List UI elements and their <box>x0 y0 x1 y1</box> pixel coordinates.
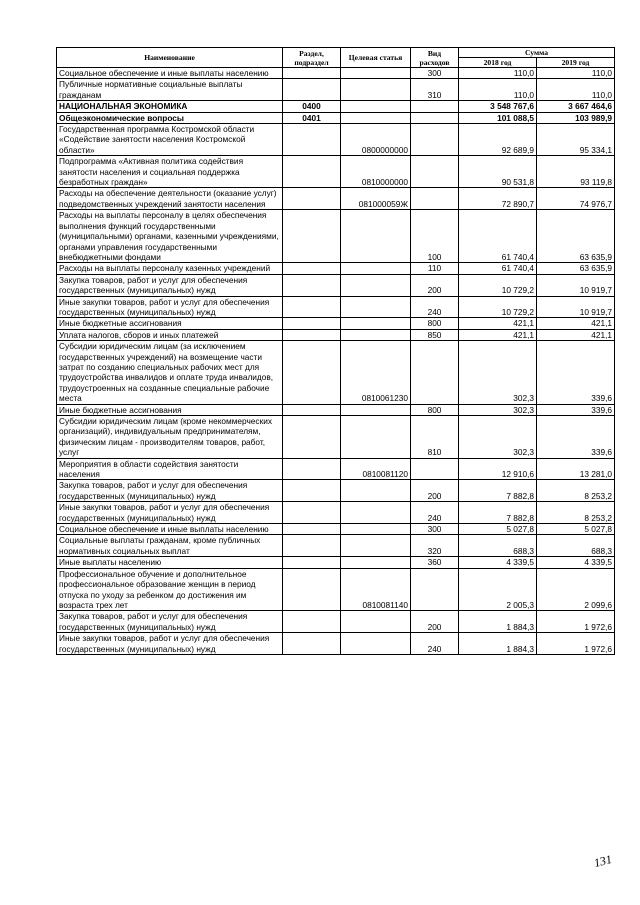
budget-table <box>56 47 615 655</box>
row-name: Закупка товаров, работ и услуг для обеспечения государственных (муниципальных) нужд <box>57 480 283 502</box>
row-name: Мероприятия в области содействия занятости населения <box>57 458 283 480</box>
row-sum-2018: 10 729,2 <box>459 296 537 318</box>
row-section <box>283 535 341 557</box>
row-sum-2019: 339,6 <box>537 341 615 404</box>
row-article <box>341 112 411 123</box>
row-type: 800 <box>411 404 459 415</box>
row-type: 300 <box>411 524 459 535</box>
row-sum-2018: 7 882,8 <box>459 480 537 502</box>
row-article <box>341 480 411 502</box>
row-section <box>283 341 341 404</box>
row-sum-2019: 10 919,7 <box>537 296 615 318</box>
row-type: 240 <box>411 502 459 524</box>
row-sum-2019: 10 919,7 <box>537 274 615 296</box>
table-row <box>57 404 615 415</box>
row-name: Подпрограмма «Активная политика содействия занятости населения и социальная поддержка безработных граждан» <box>57 156 283 188</box>
row-type <box>411 341 459 404</box>
row-name: Закупка товаров, работ и услуг для обеспечения государственных (муниципальных) нужд <box>57 611 283 633</box>
table-row <box>57 318 615 329</box>
row-sum-2018: 61 740,4 <box>459 210 537 263</box>
row-sum-2018: 3 548 767,6 <box>459 101 537 112</box>
row-name: Иные закупки товаров, работ и услуг для обеспечения государственных (муниципальных) нужд <box>57 296 283 318</box>
row-section <box>283 404 341 415</box>
row-sum-2019: 8 253,2 <box>537 502 615 524</box>
row-type: 100 <box>411 210 459 263</box>
header-2018: 2018 год <box>459 58 537 68</box>
row-article <box>341 318 411 329</box>
table-row <box>57 557 615 568</box>
row-type: 240 <box>411 296 459 318</box>
row-sum-2019: 103 989,9 <box>537 112 615 123</box>
row-type: 240 <box>411 633 459 655</box>
header-section: Раздел, подраздел <box>283 48 341 68</box>
row-article: 0810000000 <box>341 156 411 188</box>
row-type: 200 <box>411 480 459 502</box>
row-name: Расходы на обеспечение деятельности (оказание услуг) подведомственных учреждений занятости населения <box>57 188 283 210</box>
row-article <box>341 296 411 318</box>
row-type <box>411 188 459 210</box>
table-row <box>57 524 615 535</box>
row-article: 0810061230 <box>341 341 411 404</box>
table-row <box>57 263 615 274</box>
page-number: 131 <box>592 852 614 870</box>
row-section <box>283 502 341 524</box>
row-section <box>283 79 341 101</box>
row-sum-2019: 8 253,2 <box>537 480 615 502</box>
row-sum-2018: 302,3 <box>459 416 537 459</box>
row-type: 200 <box>411 611 459 633</box>
table-row <box>57 124 615 156</box>
row-type <box>411 458 459 480</box>
row-article: 0800000000 <box>341 124 411 156</box>
row-section <box>283 480 341 502</box>
row-sum-2019: 1 972,6 <box>537 611 615 633</box>
row-sum-2018: 1 884,3 <box>459 633 537 655</box>
header-name: Наименование <box>57 48 283 68</box>
row-sum-2018: 688,3 <box>459 535 537 557</box>
row-sum-2018: 1 884,3 <box>459 611 537 633</box>
table-row <box>57 329 615 340</box>
row-article: 081000059Ж <box>341 188 411 210</box>
row-sum-2018: 61 740,4 <box>459 263 537 274</box>
row-section <box>283 416 341 459</box>
row-sum-2018: 7 882,8 <box>459 502 537 524</box>
row-name: Субсидии юридическим лицам (за исключением государственных учреждений) на возмещение части затрат по созданию специальных рабочих мест для трудоустройства инвалидов и оплате труда инвалидов, трудоустроенных на созданные специальные рабочие места <box>57 341 283 404</box>
row-sum-2018: 72 890,7 <box>459 188 537 210</box>
header-type: Вид расходов <box>411 48 459 68</box>
row-type: 810 <box>411 416 459 459</box>
row-section <box>283 274 341 296</box>
header-article: Целевая статья <box>341 48 411 68</box>
row-name: Иные бюджетные ассигнования <box>57 404 283 415</box>
row-sum-2018: 10 729,2 <box>459 274 537 296</box>
row-section <box>283 329 341 340</box>
table-row <box>57 535 615 557</box>
row-article <box>341 524 411 535</box>
row-sum-2018: 421,1 <box>459 318 537 329</box>
table-row <box>57 458 615 480</box>
row-sum-2018: 101 088,5 <box>459 112 537 123</box>
row-section <box>283 318 341 329</box>
row-section <box>283 210 341 263</box>
table-row <box>57 156 615 188</box>
row-name: Иные закупки товаров, работ и услуг для обеспечения государственных (муниципальных) нужд <box>57 502 283 524</box>
row-sum-2018: 110,0 <box>459 79 537 101</box>
row-sum-2019: 339,6 <box>537 416 615 459</box>
row-name: Государственная программа Костромской области «Содействие занятости населения Костромской области» <box>57 124 283 156</box>
table-row <box>57 68 615 79</box>
row-sum-2018: 302,3 <box>459 341 537 404</box>
row-type <box>411 156 459 188</box>
row-article <box>341 557 411 568</box>
row-type: 850 <box>411 329 459 340</box>
row-type <box>411 124 459 156</box>
row-name: Профессиональное обучение и дополнительное профессиональное образование женщин в период отпуска по уходу за ребенком до достижения им возраста трех лет <box>57 568 283 611</box>
row-name: НАЦИОНАЛЬНАЯ ЭКОНОМИКА <box>57 101 283 112</box>
row-type: 300 <box>411 68 459 79</box>
row-name: Общеэкономические вопросы <box>57 112 283 123</box>
row-article <box>341 79 411 101</box>
row-name: Расходы на выплаты персоналу в целях обеспечения выполнения функций государственными (муниципальными) органами, казенными учреждениями, органами управления государственными внебюджетными фондами <box>57 210 283 263</box>
row-type: 200 <box>411 274 459 296</box>
row-sum-2019: 74 976,7 <box>537 188 615 210</box>
row-section <box>283 296 341 318</box>
row-article <box>341 633 411 655</box>
row-sum-2019: 13 281,0 <box>537 458 615 480</box>
row-name: Социальное обеспечение и иные выплаты населению <box>57 68 283 79</box>
row-article: 0810081120 <box>341 458 411 480</box>
row-type: 310 <box>411 79 459 101</box>
row-sum-2018: 2 005,3 <box>459 568 537 611</box>
row-sum-2018: 90 531,8 <box>459 156 537 188</box>
table-row <box>57 101 615 112</box>
table-header-row <box>57 48 615 58</box>
row-section <box>283 557 341 568</box>
row-sum-2019: 110,0 <box>537 68 615 79</box>
table-row <box>57 296 615 318</box>
row-sum-2018: 302,3 <box>459 404 537 415</box>
row-section <box>283 633 341 655</box>
row-sum-2019: 2 099,6 <box>537 568 615 611</box>
row-article <box>341 263 411 274</box>
row-article <box>341 101 411 112</box>
row-type <box>411 568 459 611</box>
table-row <box>57 79 615 101</box>
row-sum-2019: 63 635,9 <box>537 210 615 263</box>
row-name: Иные выплаты населению <box>57 557 283 568</box>
row-sum-2019: 339,6 <box>537 404 615 415</box>
row-sum-2019: 5 027,8 <box>537 524 615 535</box>
row-type <box>411 112 459 123</box>
row-sum-2019: 421,1 <box>537 329 615 340</box>
row-sum-2018: 110,0 <box>459 68 537 79</box>
row-section <box>283 524 341 535</box>
row-article: 0810081140 <box>341 568 411 611</box>
row-section <box>283 263 341 274</box>
row-sum-2019: 1 972,6 <box>537 633 615 655</box>
row-name: Иные закупки товаров, работ и услуг для обеспечения государственных (муниципальных) нужд <box>57 633 283 655</box>
row-name: Закупка товаров, работ и услуг для обеспечения государственных (муниципальных) нужд <box>57 274 283 296</box>
row-sum-2019: 688,3 <box>537 535 615 557</box>
row-article <box>341 68 411 79</box>
row-sum-2018: 92 689,9 <box>459 124 537 156</box>
table-row <box>57 480 615 502</box>
row-article <box>341 502 411 524</box>
row-type: 800 <box>411 318 459 329</box>
table-row <box>57 341 615 404</box>
row-section: 0401 <box>283 112 341 123</box>
row-article <box>341 404 411 415</box>
row-article <box>341 611 411 633</box>
table-row <box>57 611 615 633</box>
row-sum-2019: 63 635,9 <box>537 263 615 274</box>
row-type: 320 <box>411 535 459 557</box>
row-name: Социальные выплаты гражданам, кроме публичных нормативных социальных выплат <box>57 535 283 557</box>
row-name: Социальное обеспечение и иные выплаты населению <box>57 524 283 535</box>
row-section <box>283 156 341 188</box>
header-sum: Сумма <box>459 48 615 58</box>
row-name: Расходы на выплаты персоналу казенных учреждений <box>57 263 283 274</box>
table-row <box>57 274 615 296</box>
row-name: Уплата налогов, сборов и иных платежей <box>57 329 283 340</box>
row-sum-2018: 421,1 <box>459 329 537 340</box>
row-name: Иные бюджетные ассигнования <box>57 318 283 329</box>
row-article <box>341 329 411 340</box>
row-name: Публичные нормативные социальные выплаты гражданам <box>57 79 283 101</box>
table-row <box>57 633 615 655</box>
table-body <box>57 68 615 655</box>
row-section <box>283 124 341 156</box>
row-sum-2018: 12 910,6 <box>459 458 537 480</box>
row-section <box>283 188 341 210</box>
row-article <box>341 535 411 557</box>
row-article <box>341 416 411 459</box>
row-section: 0400 <box>283 101 341 112</box>
row-type: 360 <box>411 557 459 568</box>
table-row <box>57 112 615 123</box>
table-row <box>57 188 615 210</box>
row-sum-2019: 4 339,5 <box>537 557 615 568</box>
table-row <box>57 568 615 611</box>
header-2019: 2019 год <box>537 58 615 68</box>
row-section <box>283 458 341 480</box>
row-sum-2019: 93 119,8 <box>537 156 615 188</box>
row-type: 110 <box>411 263 459 274</box>
row-type <box>411 101 459 112</box>
table-row <box>57 416 615 459</box>
row-article <box>341 210 411 263</box>
row-sum-2019: 95 334,1 <box>537 124 615 156</box>
row-article <box>341 274 411 296</box>
row-section <box>283 611 341 633</box>
table-row <box>57 210 615 263</box>
row-sum-2018: 4 339,5 <box>459 557 537 568</box>
row-section <box>283 568 341 611</box>
row-sum-2019: 3 667 464,6 <box>537 101 615 112</box>
row-name: Субсидии юридическим лицам (кроме некоммерческих организаций), индивидуальным предпринимателям, физическим лицам - производителям товаров, работ, услуг <box>57 416 283 459</box>
row-sum-2019: 110,0 <box>537 79 615 101</box>
row-sum-2018: 5 027,8 <box>459 524 537 535</box>
table-row <box>57 502 615 524</box>
row-sum-2019: 421,1 <box>537 318 615 329</box>
row-section <box>283 68 341 79</box>
